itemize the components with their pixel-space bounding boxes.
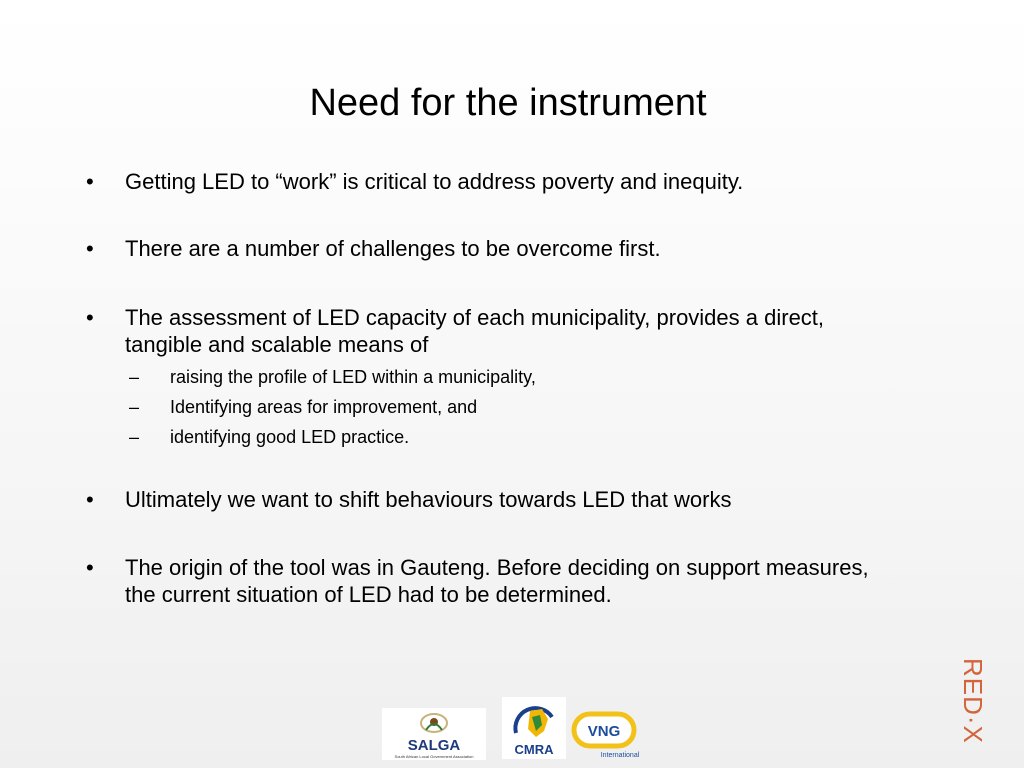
sub-bullet-marker: – — [129, 367, 140, 387]
bullet-text: Ultimately we want to shift behaviours towards LED that works — [125, 487, 732, 512]
bullet-marker: • — [86, 169, 94, 194]
sub-bullet-text: raising the profile of LED within a municipality, — [170, 367, 536, 387]
bullet-text: The assessment of LED capacity of each municipality, provides a direct, tangible and scalable means of — [125, 305, 825, 357]
cmra-logo — [502, 697, 566, 759]
sub-bullet-text: Identifying areas for improvement, and — [170, 397, 478, 417]
bullet-marker: • — [86, 555, 94, 580]
sub-bullet-text: identifying good LED practice. — [170, 427, 410, 447]
salga-tagline: South African Local Government Association — [394, 754, 474, 759]
vng-logo — [570, 710, 644, 760]
redx-logo — [952, 654, 992, 744]
redx-logo-text: RED·X — [958, 658, 988, 744]
salga-logo — [382, 708, 486, 760]
sub-bullet-marker: – — [129, 397, 140, 417]
bullet-marker: • — [86, 236, 94, 261]
sub-bullet-marker: – — [129, 427, 140, 447]
vng-name: VNG — [587, 723, 621, 740]
bullet-text: The origin of the tool was in Gauteng. Before deciding on support measures, the current situation of LED had to be determined. — [125, 555, 869, 607]
slide-title: Need for the instrument — [309, 82, 707, 124]
bullet-marker: • — [86, 487, 94, 512]
bullet-marker: • — [86, 305, 94, 330]
cmra-name: CMRA — [514, 742, 554, 757]
bullet-text: Getting LED to “work” is critical to address poverty and inequity. — [125, 169, 744, 194]
salga-name: SALGA — [407, 737, 461, 754]
vng-sub: International — [600, 752, 640, 759]
bullet-text: There are a number of challenges to be overcome first. — [125, 236, 661, 261]
